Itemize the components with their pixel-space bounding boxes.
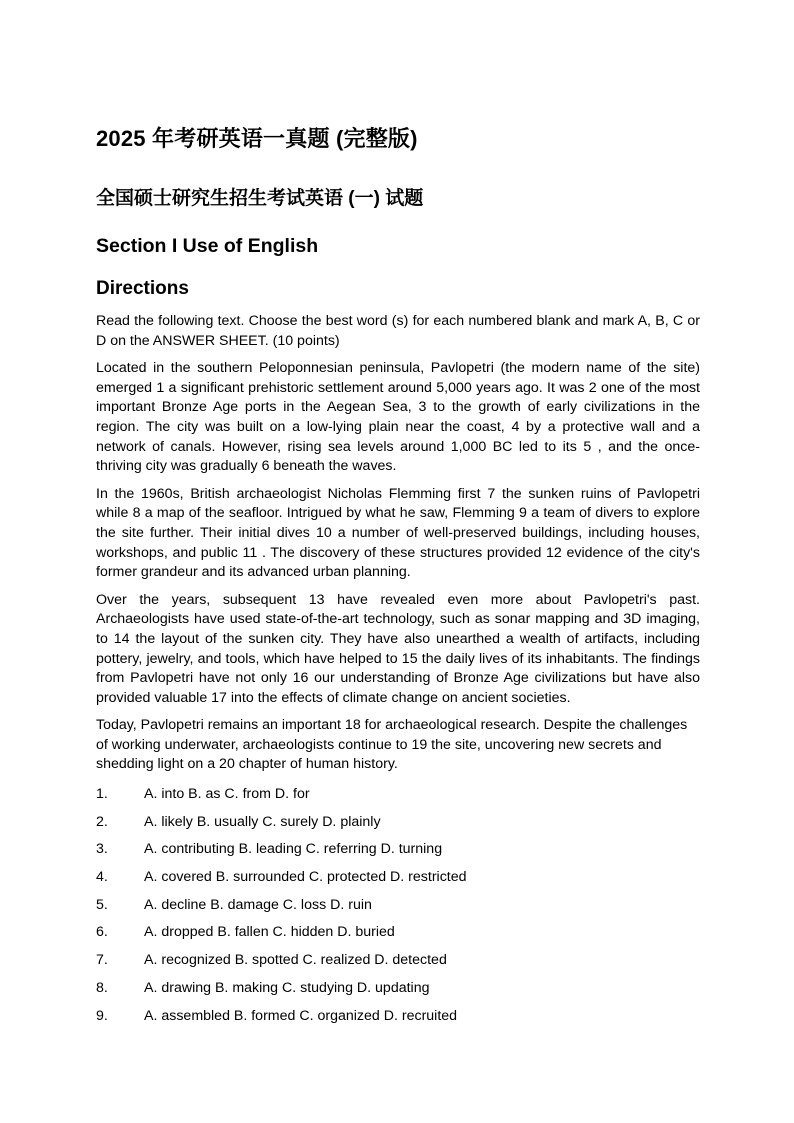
passage-paragraph-1: Located in the southern Peloponnesian peninsula, Pavlopetri (the modern name of the site) emerged 1 a significant prehistoric settlement around 5,000 years ago. It was 2 one of the most important Bronze Age ports in the Aegean Sea, 3 to the growth of early civilizations in the region. The city was built on a low-lying plain near the coast, 4 by a protective wall and a network of canals. However, rising sea levels around 1,000 BC led to its 5 , and the once-thriving city was gradually 6 beneath the waves. bbox=[96, 360, 700, 475]
list-item bbox=[96, 785, 700, 804]
item-choices: A. recognized B. spotted C. realized D. detected bbox=[144, 952, 447, 969]
passage-paragraph-2: In the 1960s, British archaeologist Nicholas Flemming first 7 the sunken ruins of Pavlopetri while 8 a map of the seafloor. Intrigued by what he saw, Flemming 9 a team of divers to explore the site further. Their initial dives 10 a number of well-preserved buildings, including houses, workshops, and public 11 . The discovery of these structures provided 12 evidence of the city's former grandeur and its advanced urban planning. bbox=[96, 485, 700, 581]
item-choices: A. drawing B. making C. studying D. updating bbox=[144, 979, 430, 996]
item-number: 4. bbox=[96, 869, 108, 886]
passage-paragraph-3: Over the years, subsequent 13 have revealed even more about Pavlopetri's past. Archaeologists have used state-of-the-art technology, such as sonar mapping and 3D imaging, to 14 the layout of the sunken city. They have also unearthed a wealth of artifacts, including pottery, jewelry, and tools, which have helped to 15 the daily lives of its inhabitants. The findings from Pavlopetri have not only 16 our understanding of Bronze Age civilizations but have also provided valuable 17 into the effects of climate change on ancient societies. bbox=[96, 591, 700, 706]
item-choices: A. covered B. surrounded C. protected D. restricted bbox=[144, 869, 467, 886]
list-item bbox=[96, 923, 700, 942]
exam-subtitle: 全国硕士研究生招生考试英语 (一) 试题 bbox=[96, 188, 424, 209]
list-item bbox=[96, 840, 700, 859]
item-number: 6. bbox=[96, 924, 108, 941]
list-item bbox=[96, 868, 700, 887]
item-number: 7. bbox=[96, 952, 108, 969]
list-item bbox=[96, 813, 700, 832]
directions-paragraph: Read the following text. Choose the best word (s) for each numbered blank and mark A, B, C or D on the ANSWER SHEET. (10 points) bbox=[96, 313, 700, 349]
list-item bbox=[96, 951, 700, 970]
item-number: 1. bbox=[96, 786, 108, 802]
options-list bbox=[96, 785, 700, 1034]
passage bbox=[96, 312, 700, 783]
directions-heading: Directions bbox=[96, 278, 189, 299]
item-choices: A. decline B. damage C. loss D. ruin bbox=[144, 896, 372, 913]
item-number: 5. bbox=[96, 896, 108, 913]
list-item bbox=[96, 1007, 700, 1026]
list-item bbox=[96, 979, 700, 998]
item-number: 3. bbox=[96, 841, 108, 858]
item-number: 8. bbox=[96, 979, 108, 996]
passage-paragraph-4: Today, Pavlopetri remains an important 18 for archaeological research. Despite the challenges of working underwater, archaeologists continue to 19 the site, uncovering new secrets and shedding light on a 20 chapter of human history. bbox=[96, 717, 688, 773]
list-item bbox=[96, 896, 700, 915]
section-heading: Section I Use of English bbox=[96, 235, 319, 257]
document-title: 2025 年考研英语一真题 (完整版) bbox=[96, 126, 418, 151]
item-choices: A. dropped B. fallen C. hidden D. buried bbox=[144, 924, 395, 941]
item-choices: A. assembled B. formed C. organized D. recruited bbox=[144, 1007, 458, 1024]
item-number: 9. bbox=[96, 1007, 108, 1024]
item-choices: A. contributing B. leading C. referring D. turning bbox=[144, 841, 443, 858]
item-number: 2. bbox=[96, 813, 108, 830]
item-choices: A. likely B. usually C. surely D. plainly bbox=[144, 813, 381, 830]
item-choices: A. into B. as C. from D. for bbox=[144, 786, 310, 802]
